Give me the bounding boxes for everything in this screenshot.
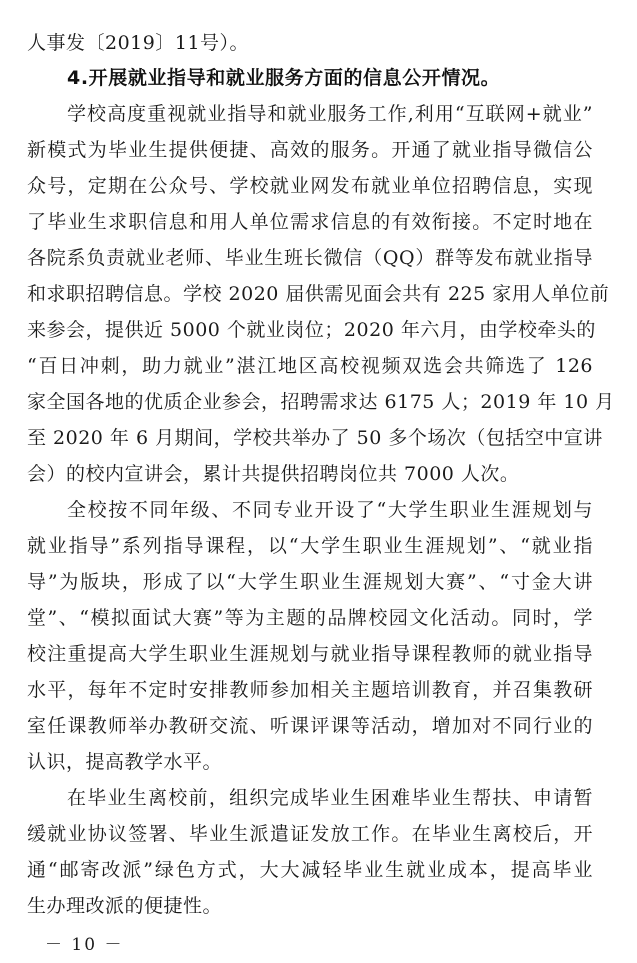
paragraph-1-line: 学校高度重视就业指导和就业服务工作,利用“互联网+就业” — [67, 103, 593, 125]
paragraph-3-line: 通“邮寄改派”绿色方式，大大减轻毕业生就业成本，提高毕业 — [27, 859, 593, 881]
paragraph-1-line: “百日冲刺，助力就业”湛江地区高校视频双选会共筛选了 126 — [27, 355, 593, 377]
paragraph-3-line: 生办理改派的便捷性。 — [27, 895, 223, 917]
paragraph-1-line: 来参会，提供近 5000 个就业岗位；2020 年六月，由学校牵头的 — [27, 319, 596, 341]
paragraph-3-line: 在毕业生离校前，组织完成毕业生困难毕业生帮扶、申请暂 — [67, 787, 593, 809]
paragraph-2-line: 校注重提高大学生职业生涯规划与就业指导课程教师的就业指导 — [27, 643, 593, 665]
paragraph-2-line: 全校按不同年级、不同专业开设了“大学生职业生涯规划与 — [67, 499, 593, 521]
page-number: － 10 － — [45, 935, 124, 955]
paragraph-1-line: 新模式为毕业生提供便捷、高效的服务。开通了就业指导微信公 — [27, 139, 593, 161]
paragraph-1-line: 众号，定期在公众号、学校就业网发布就业单位招聘信息，实现 — [27, 175, 593, 197]
paragraph-1-line: 会）的校内宣讲会，累计共提供招聘岗位共 7000 人次。 — [27, 463, 520, 485]
paragraph-2-line: 就业指导”系列指导课程，以“大学生职业生涯规划”、“就业指 — [27, 535, 593, 557]
paragraph-2-line: 室任课教师举办教研交流、听课评课等活动，增加对不同行业的 — [27, 715, 593, 737]
paragraph-1-line: 了毕业生求职信息和用人单位需求信息的有效衔接。不定时地在 — [27, 211, 593, 233]
paragraph-line-continuation: 人事发〔2019〕11号）。 — [27, 32, 250, 54]
paragraph-2-line: 水平，每年不定时安排教师参加相关主题培训教育，并召集教研 — [27, 679, 593, 701]
paragraph-2-line: 堂”、“模拟面试大赛”等为主题的品牌校园文化活动。同时，学 — [27, 607, 593, 629]
paragraph-3-line: 缓就业协议签署、毕业生派遣证发放工作。在毕业生离校后，开 — [27, 823, 593, 845]
paragraph-1-line: 家全国各地的优质企业参会，招聘需求达 6175 人；2019 年 10 月 — [27, 391, 615, 413]
paragraph-1-line: 和求职招聘信息。学校 2020 届供需见面会共有 225 家用人单位前 — [27, 283, 610, 305]
paragraph-1-line: 至 2020 年 6 月期间，学校共举办了 50 多个场次（包括空中宣讲 — [27, 427, 603, 449]
paragraph-2-line: 认识，提高教学水平。 — [27, 751, 223, 773]
paragraph-1-line: 各院系负责就业老师、毕业生班长微信（QQ）群等发布就业指导 — [27, 247, 593, 269]
paragraph-2-line: 导”为版块，形成了以“大学生职业生涯规划大赛”、“寸金大讲 — [27, 571, 593, 593]
section-heading: 4.开展就业指导和就业服务方面的信息公开情况。 — [67, 67, 501, 89]
